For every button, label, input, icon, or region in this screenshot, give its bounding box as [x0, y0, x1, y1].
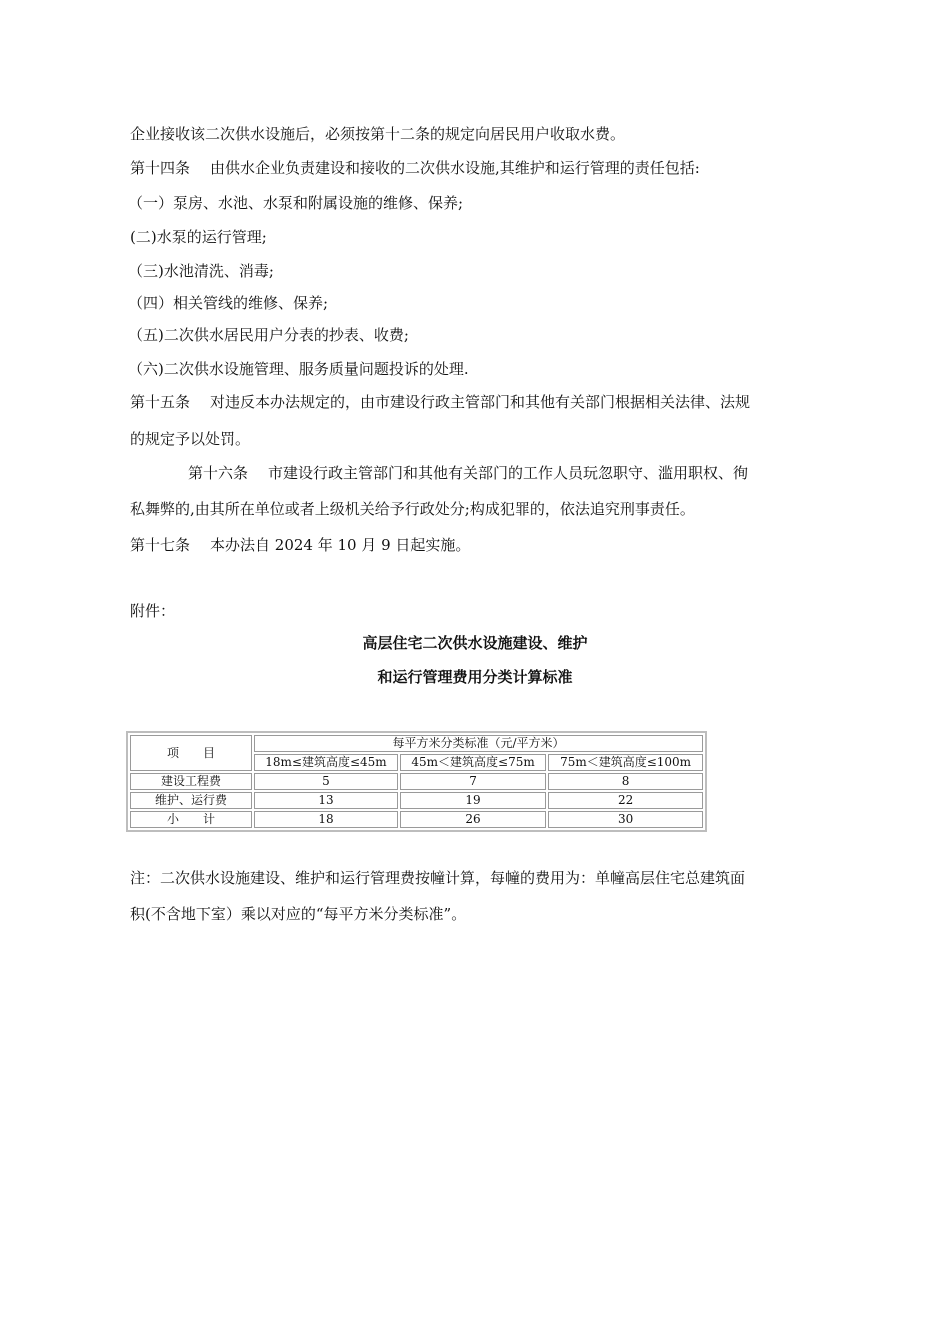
article-number: 第十六条: [188, 464, 249, 482]
article-15: [130, 392, 750, 412]
article-number: 第十四条: [130, 159, 191, 177]
table-cell: 26: [400, 811, 546, 828]
paragraph-water-fee: 企业接收该二次供水设施后，必须按第十二条的规定向居民用户收取水费。: [130, 125, 626, 143]
row-label: 建设工程费: [130, 773, 252, 790]
row-label: 维护、运行费: [130, 792, 252, 809]
article-15-continuation: 的规定予以处罚。: [130, 430, 251, 448]
table-header-row: [130, 735, 703, 752]
list-item: （三)水池清洗、消毒;: [128, 262, 274, 280]
column-header: 18m≤建筑高度≤45m: [254, 754, 398, 771]
row-label: 小 计: [130, 811, 252, 828]
attachment-title-line2: 和运行管理费用分类计算标准: [377, 668, 573, 686]
article-16: [188, 463, 748, 483]
article-text: 由供水企业负责建设和接收的二次供水设施,其维护和运行管理的责任包括:: [210, 159, 700, 177]
list-item: （五)二次供水居民用户分表的抄表、收费;: [128, 326, 409, 344]
list-item: (二)水泵的运行管理;: [130, 228, 267, 246]
table-cell: 7: [400, 773, 546, 790]
article-text: 对违反本办法规定的，由市建设行政主管部门和其他有关部门根据相关法律、法规: [210, 393, 751, 411]
table-cell: 18: [254, 811, 398, 828]
article-16-continuation: 私舞弊的,由其所在单位或者上级机关给予行政处分;构成犯罪的，依法追究刑事责任。: [130, 500, 695, 518]
list-item: （一）泵房、水池、水泵和附属设施的维修、保养;: [128, 194, 464, 212]
column-header: 45m＜建筑高度≤75m: [400, 754, 546, 771]
article-17: [130, 535, 470, 555]
table-cell: 19: [400, 792, 546, 809]
article-14: [130, 158, 700, 178]
table-row: [130, 811, 703, 828]
table-cell: 5: [254, 773, 398, 790]
article-text: 市建设行政主管部门和其他有关部门的工作人员玩忽职守、滥用职权、徇: [268, 464, 749, 482]
table-cell: 8: [548, 773, 703, 790]
article-number: 第十五条: [130, 393, 191, 411]
fee-standard-table: [126, 731, 707, 832]
list-item: （四）相关管线的维修、保养;: [128, 294, 329, 312]
table-row: [130, 773, 703, 790]
table-cell: 30: [548, 811, 703, 828]
column-header: 75m＜建筑高度≤100m: [548, 754, 703, 771]
table-row: [130, 792, 703, 809]
note-line2: 积(不含地下室）乘以对应的“每平方米分类标准”。: [130, 905, 467, 923]
attachment-title-line1: 高层住宅二次供水设施建设、维护: [362, 634, 588, 652]
list-item: （六)二次供水设施管理、服务质量问题投诉的处理.: [128, 360, 469, 378]
article-text: 本办法自 2024 年 10 月 9 日起实施。: [210, 536, 471, 554]
item-header: 项 目: [130, 735, 252, 771]
attachment-label: 附件：: [130, 602, 176, 620]
table-cell: 13: [254, 792, 398, 809]
group-header: 每平方米分类标准（元/平方米）: [254, 735, 703, 752]
table-cell: 22: [548, 792, 703, 809]
note-line1: 注：二次供水设施建设、维护和运行管理费按幢计算，每幢的费用为：单幢高层住宅总建筑面: [130, 869, 746, 887]
article-number: 第十七条: [130, 536, 191, 554]
